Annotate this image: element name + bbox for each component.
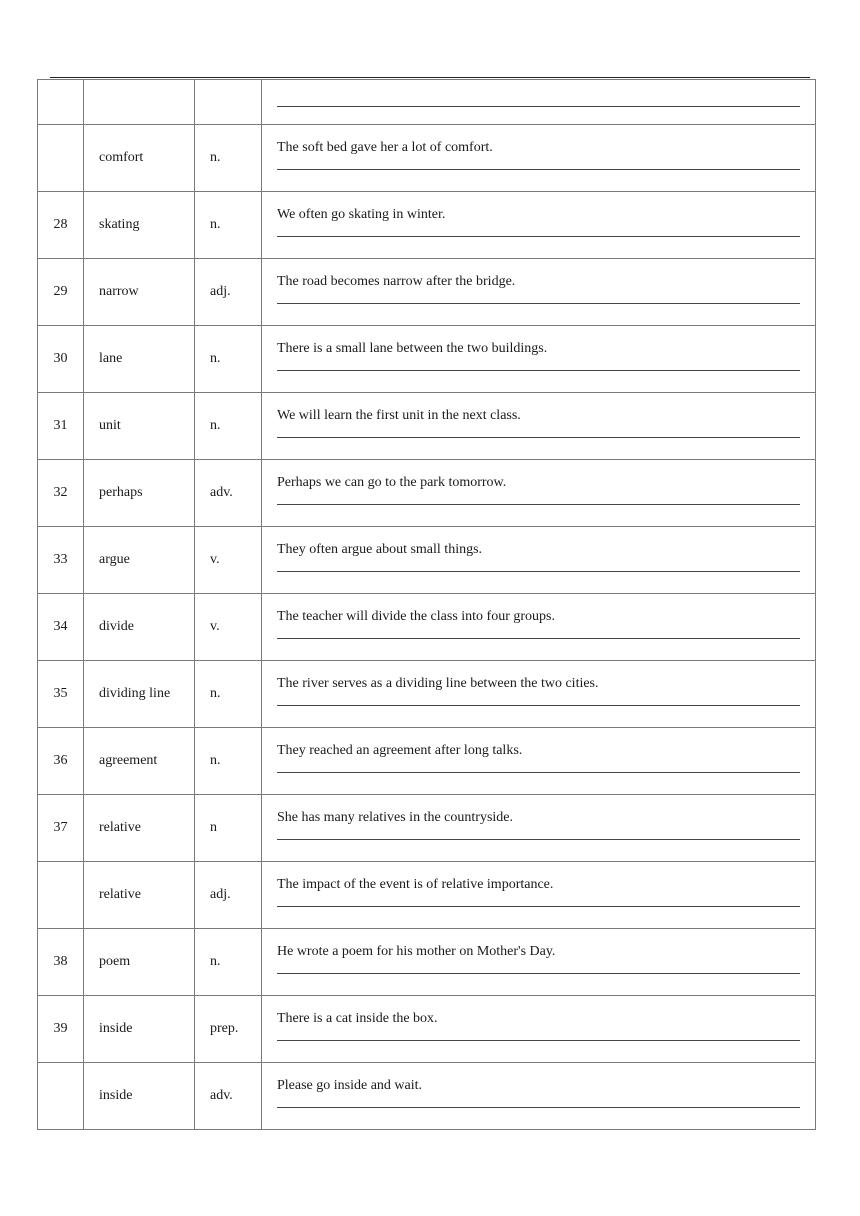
- row-number: 30: [38, 326, 84, 393]
- row-number: 38: [38, 929, 84, 996]
- answer-line[interactable]: [277, 236, 800, 237]
- example-sentence: He wrote a poem for his mother on Mother's Day.: [277, 944, 556, 959]
- table-row: [38, 80, 816, 125]
- row-number: 28: [38, 192, 84, 259]
- answer-line[interactable]: [277, 106, 800, 107]
- example-sentence: We will learn the first unit in the next class.: [277, 408, 521, 423]
- part-of-speech: n: [195, 795, 262, 862]
- vocab-word: skating: [84, 192, 195, 259]
- example-sentence: There is a small lane between the two buildings.: [277, 341, 548, 356]
- answer-line[interactable]: [277, 772, 800, 773]
- example-sentence: The road becomes narrow after the bridge.: [277, 274, 516, 289]
- vocab-word: comfort: [84, 125, 195, 192]
- table-row: [38, 192, 816, 259]
- part-of-speech: n.: [195, 728, 262, 795]
- table-row: [38, 594, 816, 661]
- part-of-speech: adj.: [195, 862, 262, 929]
- example-sentence: She has many relatives in the countryside.: [277, 810, 513, 825]
- part-of-speech: v.: [195, 527, 262, 594]
- example-cell: [262, 192, 816, 259]
- answer-line[interactable]: [277, 437, 800, 438]
- row-number: [38, 1063, 84, 1130]
- answer-line[interactable]: [277, 973, 800, 974]
- example-cell: [262, 996, 816, 1063]
- table-row: [38, 393, 816, 460]
- vocab-word: inside: [84, 1063, 195, 1130]
- answer-line[interactable]: [277, 571, 800, 572]
- part-of-speech: adj.: [195, 259, 262, 326]
- example-sentence: The river serves as a dividing line between the two cities.: [277, 676, 599, 691]
- table-row: [38, 125, 816, 192]
- example-cell: [262, 326, 816, 393]
- vocab-word: perhaps: [84, 460, 195, 527]
- example-sentence: There is a cat inside the box.: [277, 1011, 438, 1026]
- table-row: [38, 795, 816, 862]
- vocab-word: relative: [84, 862, 195, 929]
- part-of-speech: adv.: [195, 460, 262, 527]
- answer-line[interactable]: [277, 1107, 800, 1108]
- table-row: [38, 862, 816, 929]
- part-of-speech: n.: [195, 192, 262, 259]
- row-number: [38, 80, 84, 125]
- example-cell: [262, 527, 816, 594]
- table-row: [38, 728, 816, 795]
- example-cell: [262, 728, 816, 795]
- part-of-speech: n.: [195, 929, 262, 996]
- part-of-speech: n.: [195, 326, 262, 393]
- table-row: [38, 929, 816, 996]
- table-row: [38, 527, 816, 594]
- table-row: [38, 661, 816, 728]
- example-cell: [262, 594, 816, 661]
- vocab-word: agreement: [84, 728, 195, 795]
- answer-line[interactable]: [277, 303, 800, 304]
- row-number: 31: [38, 393, 84, 460]
- vocab-word: poem: [84, 929, 195, 996]
- answer-line[interactable]: [277, 370, 800, 371]
- example-cell: [262, 1063, 816, 1130]
- table-row: [38, 460, 816, 527]
- part-of-speech: v.: [195, 594, 262, 661]
- example-cell: [262, 862, 816, 929]
- answer-line[interactable]: [277, 504, 800, 505]
- vocab-word: argue: [84, 527, 195, 594]
- part-of-speech: prep.: [195, 996, 262, 1063]
- example-cell: [262, 460, 816, 527]
- part-of-speech: n.: [195, 661, 262, 728]
- vocab-word: relative: [84, 795, 195, 862]
- vocab-word: inside: [84, 996, 195, 1063]
- example-cell: [262, 125, 816, 192]
- example-cell: [262, 929, 816, 996]
- row-number: 37: [38, 795, 84, 862]
- example-sentence: They reached an agreement after long talks.: [277, 743, 523, 758]
- example-sentence: The teacher will divide the class into four groups.: [277, 609, 555, 624]
- example-cell: [262, 661, 816, 728]
- part-of-speech: [195, 80, 262, 125]
- row-number: 36: [38, 728, 84, 795]
- part-of-speech: adv.: [195, 1063, 262, 1130]
- row-number: 33: [38, 527, 84, 594]
- example-cell: [262, 795, 816, 862]
- vocab-word: [84, 80, 195, 125]
- part-of-speech: n.: [195, 393, 262, 460]
- answer-line[interactable]: [277, 169, 800, 170]
- answer-line[interactable]: [277, 906, 800, 907]
- vocab-word: dividing line: [84, 661, 195, 728]
- row-number: 39: [38, 996, 84, 1063]
- answer-line[interactable]: [277, 705, 800, 706]
- vocab-word: lane: [84, 326, 195, 393]
- row-number: 32: [38, 460, 84, 527]
- vocabulary-table: [37, 79, 816, 1130]
- row-number: 29: [38, 259, 84, 326]
- table-row: [38, 326, 816, 393]
- row-number: [38, 125, 84, 192]
- answer-line[interactable]: [277, 638, 800, 639]
- answer-line[interactable]: [277, 839, 800, 840]
- row-number: [38, 862, 84, 929]
- row-number: 34: [38, 594, 84, 661]
- example-sentence: The soft bed gave her a lot of comfort.: [277, 140, 493, 155]
- row-number: 35: [38, 661, 84, 728]
- vocab-word: narrow: [84, 259, 195, 326]
- table-row: [38, 996, 816, 1063]
- header-rule: [50, 77, 810, 78]
- part-of-speech: n.: [195, 125, 262, 192]
- vocab-word: unit: [84, 393, 195, 460]
- vocab-word: divide: [84, 594, 195, 661]
- example-cell: [262, 80, 816, 125]
- example-sentence: We often go skating in winter.: [277, 207, 446, 222]
- example-sentence: The impact of the event is of relative importance.: [277, 877, 554, 892]
- example-sentence: Perhaps we can go to the park tomorrow.: [277, 475, 507, 490]
- table-row: [38, 1063, 816, 1130]
- example-sentence: Please go inside and wait.: [277, 1078, 423, 1093]
- example-cell: [262, 259, 816, 326]
- example-sentence: They often argue about small things.: [277, 542, 483, 557]
- table-row: [38, 259, 816, 326]
- answer-line[interactable]: [277, 1040, 800, 1041]
- example-cell: [262, 393, 816, 460]
